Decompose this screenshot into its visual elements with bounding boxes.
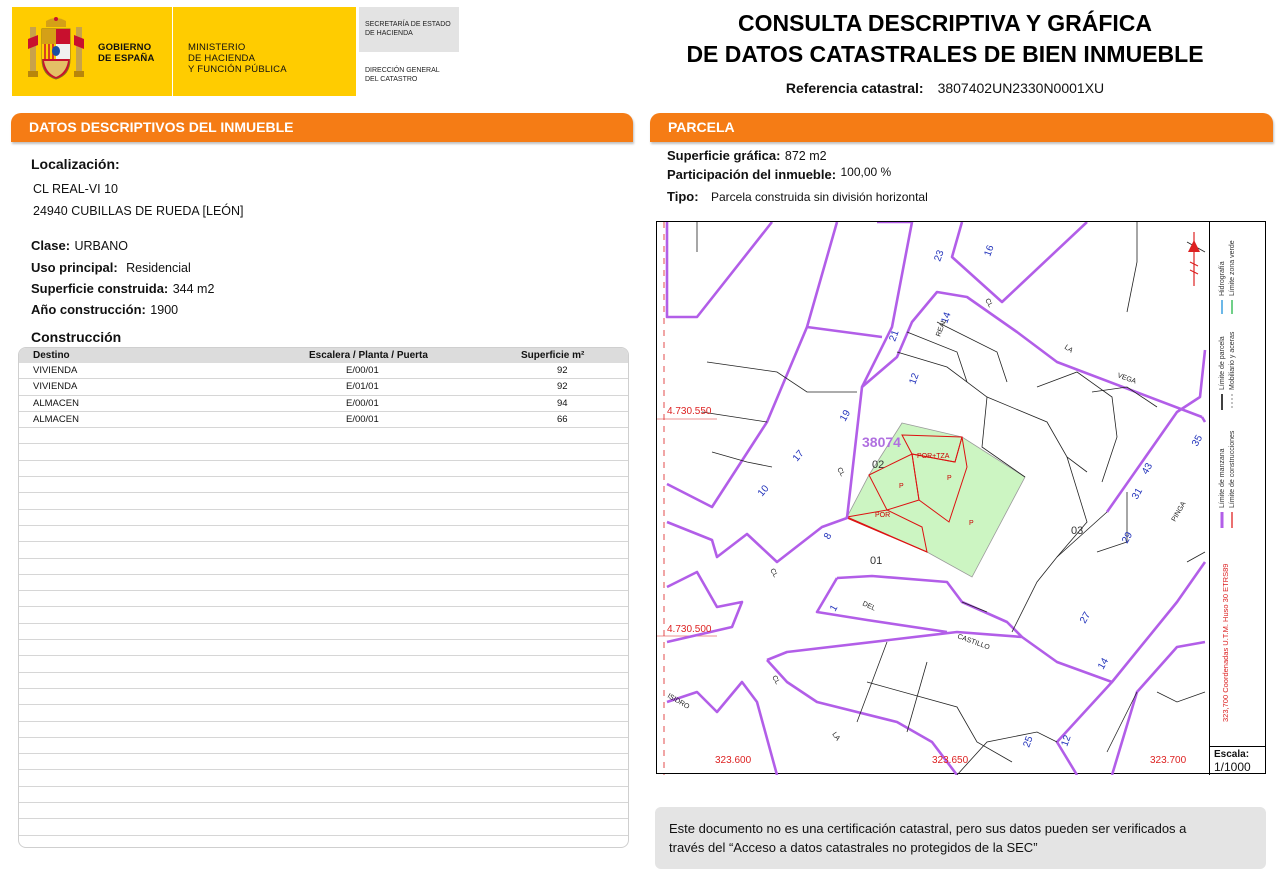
coat-of-arms-icon bbox=[26, 15, 86, 85]
table-row bbox=[19, 575, 628, 591]
parcel-number: 01 bbox=[870, 555, 883, 567]
table-row bbox=[19, 738, 628, 754]
table-row bbox=[19, 754, 628, 770]
coord-y-label: 4.730.550 bbox=[667, 406, 712, 417]
section-title-part: INMUEBLE bbox=[220, 119, 294, 135]
parcel-ref-label: 38074 bbox=[862, 434, 901, 450]
street-name: ISIDRO bbox=[666, 692, 691, 711]
construccion-table bbox=[18, 347, 629, 848]
table-row bbox=[19, 542, 628, 558]
street-number: 17 bbox=[790, 448, 807, 464]
legend-label: Límite de parcela bbox=[1219, 336, 1226, 390]
participacion-value: 100,00 % bbox=[840, 165, 892, 179]
table-row bbox=[19, 705, 628, 721]
building-label: P bbox=[899, 483, 904, 490]
ref-value: 3807402UN2330N0001XU bbox=[937, 80, 1105, 96]
scale-box bbox=[1209, 746, 1266, 774]
legend-label: Límite de manzana bbox=[1219, 448, 1226, 508]
street-number: 27 bbox=[1078, 610, 1094, 626]
sup-grafica-value: 872 m2 bbox=[784, 149, 827, 163]
uso-field bbox=[31, 259, 191, 277]
street-name: LA bbox=[1062, 343, 1074, 355]
street-number: 10 bbox=[755, 483, 772, 499]
table-row bbox=[19, 428, 628, 444]
secretaria-box: SECRETARÍA DE ESTADO DE HACIENDA bbox=[359, 7, 459, 52]
street-number: 19 bbox=[838, 408, 854, 424]
anio-value: 1900 bbox=[150, 303, 179, 317]
construccion-label: Construcción bbox=[31, 329, 122, 345]
building-label: POR bbox=[875, 512, 891, 519]
street-number: 16 bbox=[982, 243, 997, 259]
datos-descriptivos-header bbox=[11, 113, 633, 142]
participacion-field bbox=[667, 166, 891, 184]
table-row bbox=[19, 396, 628, 412]
street-number: 12 bbox=[1059, 733, 1074, 749]
legend-label: Límite zona verde bbox=[1229, 240, 1236, 296]
cell-destino: VIVIENDA bbox=[33, 365, 78, 376]
table-row bbox=[19, 591, 628, 607]
superficie-label: Superficie construida: bbox=[31, 281, 169, 296]
street-number: 29 bbox=[1120, 530, 1136, 546]
table-row bbox=[19, 412, 628, 428]
table-row bbox=[19, 526, 628, 542]
direccion-text: DIRECCIÓN GENERAL DEL CATASTRO bbox=[365, 67, 440, 83]
participacion-label: Participación del inmueble: bbox=[667, 167, 837, 182]
building-label: P bbox=[947, 475, 952, 482]
localizacion-label: Localización: bbox=[31, 156, 120, 172]
banner-divider bbox=[172, 7, 173, 96]
header-escalera: Escalera / Planta / Puerta bbox=[309, 350, 428, 361]
cell-superficie: 66 bbox=[557, 413, 568, 425]
header-destino: Destino bbox=[33, 350, 70, 361]
street-name: DEL bbox=[861, 600, 877, 613]
anio-label: Año construcción: bbox=[31, 302, 146, 317]
north-arrow-icon bbox=[1188, 232, 1200, 286]
street-number: 14 bbox=[1096, 656, 1112, 672]
table-row bbox=[19, 444, 628, 460]
street-number: 23 bbox=[932, 248, 947, 264]
parcel-number: 03 bbox=[1071, 525, 1084, 537]
cell-superficie: 92 bbox=[557, 365, 568, 376]
disclaimer-line: Este documento no es una certificación catastral, pero sus datos pueden ser verificados a bbox=[669, 821, 1187, 836]
street-number: 1 bbox=[828, 603, 841, 614]
disclaimer-note bbox=[655, 807, 1266, 869]
disclaimer-line: través del “Acceso a datos catastrales no protegidos de la SEC” bbox=[669, 840, 1038, 855]
table-row bbox=[19, 673, 628, 689]
tipo-field bbox=[667, 188, 928, 206]
cell-escalera: E/00/01 bbox=[346, 413, 379, 425]
parcel-number: 02 bbox=[872, 459, 885, 471]
street-number: 25 bbox=[1021, 734, 1036, 750]
cell-destino: ALMACEN bbox=[33, 413, 79, 425]
section-title: PARCELA bbox=[668, 119, 735, 135]
street-name: CL bbox=[768, 567, 779, 579]
address-line1: CL REAL-VI 10 bbox=[33, 182, 118, 196]
street-number: 21 bbox=[887, 328, 902, 344]
cell-escalera: E/00/01 bbox=[346, 397, 379, 409]
section-title-part: DATOS DESCRIPTIVOS DEL bbox=[29, 119, 221, 135]
table-row bbox=[19, 640, 628, 656]
street-number: 31 bbox=[1130, 486, 1146, 502]
clase-value: URBANO bbox=[74, 239, 128, 253]
table-row bbox=[19, 722, 628, 738]
coord-system-label: 323,700 Coordenadas U.T.M. Huso 30 ETRS89 bbox=[1221, 563, 1230, 722]
legend-label: Límite de construcciones bbox=[1229, 430, 1236, 508]
street-name: PINGA bbox=[1170, 500, 1188, 523]
anio-field bbox=[31, 301, 178, 319]
superficie-field bbox=[31, 280, 214, 298]
cell-superficie: 94 bbox=[557, 397, 568, 409]
address-line2: 24940 CUBILLAS DE RUEDA [LEÓN] bbox=[33, 204, 244, 218]
table-row bbox=[19, 689, 628, 705]
street-number: 8 bbox=[822, 531, 835, 542]
coord-x-label: 323.600 bbox=[715, 755, 752, 766]
clase-field bbox=[31, 237, 128, 255]
street-number: 35 bbox=[1190, 433, 1206, 449]
table-header bbox=[19, 348, 628, 363]
cadastral-map bbox=[656, 221, 1266, 774]
map-drawing bbox=[657, 222, 1209, 775]
scale-label: Escala: bbox=[1214, 749, 1250, 760]
sup-grafica-field bbox=[667, 147, 827, 165]
gobierno-text: GOBIERNO DE ESPAÑA bbox=[98, 42, 155, 64]
table-row bbox=[19, 787, 628, 803]
referencia-catastral bbox=[645, 80, 1245, 96]
legend-label: Hidrografía bbox=[1219, 261, 1226, 296]
street-name: CL bbox=[983, 297, 994, 309]
document-title: CONSULTA DESCRIPTIVA Y GRÁFICA DE DATOS CATASTRALES DE BIEN INMUEBLE bbox=[686, 10, 1204, 67]
ministerio-text: MINISTERIO DE HACIENDA Y FUNCIÓN PÚBLICA bbox=[188, 42, 287, 75]
street-name: REAL bbox=[935, 318, 949, 338]
cell-superficie: 92 bbox=[557, 381, 568, 393]
table-row bbox=[19, 510, 628, 526]
sup-grafica-label: Superficie gráfica: bbox=[667, 148, 781, 163]
tipo-value: Parcela construida sin división horizontal bbox=[710, 190, 928, 204]
legend-label: Mobiliario y aceras bbox=[1229, 331, 1236, 390]
table-row bbox=[19, 379, 628, 395]
superficie-value: 344 m2 bbox=[172, 282, 215, 296]
header-superficie: Superficie m² bbox=[521, 350, 585, 361]
parcela-header bbox=[650, 113, 1273, 142]
table-row bbox=[19, 770, 628, 786]
scale-value: 1/1000 bbox=[1214, 760, 1251, 774]
building-label: POR+TZA bbox=[917, 453, 950, 460]
cell-escalera: E/01/01 bbox=[346, 381, 379, 393]
table-rows bbox=[19, 363, 628, 836]
table-row bbox=[19, 363, 628, 379]
table-row bbox=[19, 819, 628, 835]
ref-label: Referencia catastral: bbox=[785, 80, 924, 96]
coord-y-label: 4.730.500 bbox=[667, 624, 712, 635]
uso-label: Uso principal: bbox=[31, 260, 118, 275]
clase-label: Clase: bbox=[31, 238, 71, 253]
street-number: 43 bbox=[1140, 461, 1156, 477]
table-row bbox=[19, 461, 628, 477]
street-number: 14 bbox=[939, 310, 954, 326]
table-row bbox=[19, 493, 628, 509]
street-name: CASTILLO bbox=[956, 633, 991, 652]
street-name: CL bbox=[770, 674, 781, 686]
uso-value: Residencial bbox=[126, 261, 191, 275]
street-number: 12 bbox=[907, 371, 922, 387]
cell-destino: ALMACEN bbox=[33, 397, 79, 409]
table-row bbox=[19, 607, 628, 623]
government-banner bbox=[12, 7, 356, 96]
building-label: P bbox=[969, 520, 974, 527]
cell-escalera: E/00/01 bbox=[346, 365, 379, 376]
street-name: VEGA bbox=[1116, 372, 1137, 386]
tipo-label: Tipo: bbox=[667, 189, 699, 204]
table-row bbox=[19, 656, 628, 672]
map-legend bbox=[1210, 222, 1266, 746]
table-row bbox=[19, 803, 628, 819]
table-row bbox=[19, 477, 628, 493]
coord-x-label: 323.650 bbox=[932, 755, 969, 766]
cell-destino: VIVIENDA bbox=[33, 381, 78, 393]
coord-x-label: 323.700 bbox=[1150, 755, 1187, 766]
street-name: LA bbox=[830, 731, 842, 743]
table-row bbox=[19, 624, 628, 640]
street-name: CL bbox=[835, 466, 846, 478]
table-row bbox=[19, 559, 628, 575]
